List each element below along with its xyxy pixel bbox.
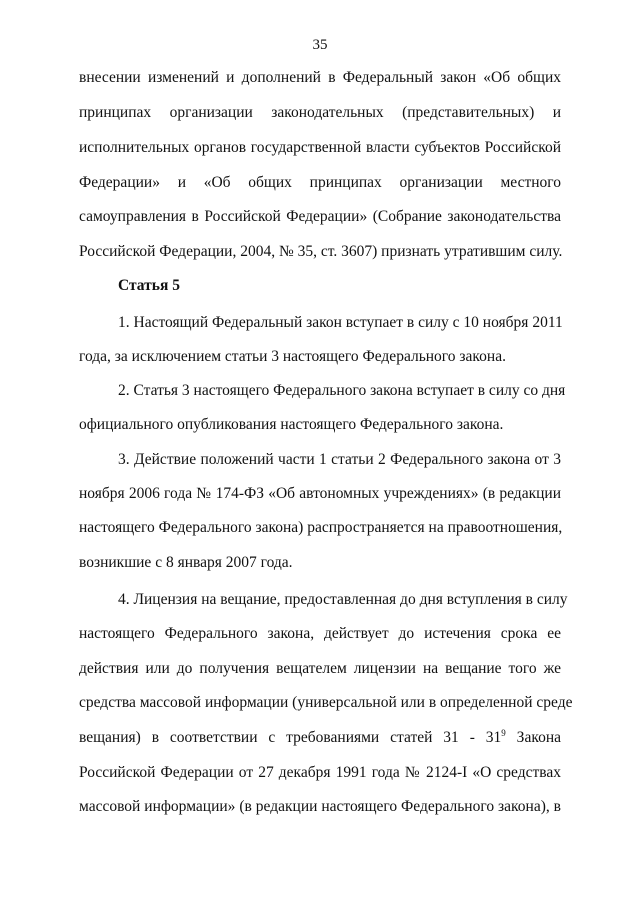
text-line: настоящего Федерального закона, действует до истечения срока ее xyxy=(79,625,561,642)
text-line: официального опубликования настоящего Федерального закона. xyxy=(79,416,504,433)
text-line: Российской Федерации от 27 декабря 1991 года № 2124-I «О средствах xyxy=(79,764,561,781)
text-line: 3. Действие положений части 1 статьи 2 Федерального закона от 3 xyxy=(118,451,561,468)
text-line: исполнительных органов государственной власти субъектов Российской xyxy=(79,139,561,156)
text-line: ноября 2006 года № 174-ФЗ «Об автономных учреждениях» (в редакции xyxy=(79,485,561,502)
text-fragment: Закона xyxy=(505,729,561,746)
text-line: возникшие с 8 января 2007 года. xyxy=(79,554,293,571)
article-heading: Статья 5 xyxy=(118,277,180,294)
text-line: массовой информации» (в редакции настоящего Федерального закона), в xyxy=(79,798,561,815)
text-line: средства массовой информации (универсальной или в определенной среде xyxy=(79,694,573,711)
text-line: 4. Лицензия на вещание, предоставленная до дня вступления в силу xyxy=(118,591,568,608)
text-line: Федерации» и «Об общих принципах организации местного xyxy=(79,174,561,191)
text-line: года, за исключением статьи 3 настоящего Федерального закона. xyxy=(79,348,506,365)
page-number: 35 xyxy=(312,37,328,53)
text-line: 2. Статья 3 настоящего Федерального закона вступает в силу со дня xyxy=(118,382,566,399)
text-line: действия или до получения вещателем лицензии на вещание того же xyxy=(79,660,561,677)
text-line: Российской Федерации, 2004, № 35, ст. 3607) признать утратившим силу. xyxy=(79,243,563,260)
superscript: 9 xyxy=(501,727,506,738)
text-line: внесении изменений и дополнений в Федеральный закон «Об общих xyxy=(79,69,561,86)
text-fragment: вещания) в соответствии с требованиями статей 31 - 31 xyxy=(79,729,502,746)
text-line: настоящего Федерального закона) распространяется на правоотношения, xyxy=(79,519,563,536)
text-line: принципах организации законодательных (представительных) и xyxy=(79,104,561,121)
text-line xyxy=(79,728,561,748)
text-line: 1. Настоящий Федеральный закон вступает в силу с 10 ноября 2011 xyxy=(118,314,563,331)
text-line: самоуправления в Российской Федерации» (Собрание законодательства xyxy=(79,208,561,225)
